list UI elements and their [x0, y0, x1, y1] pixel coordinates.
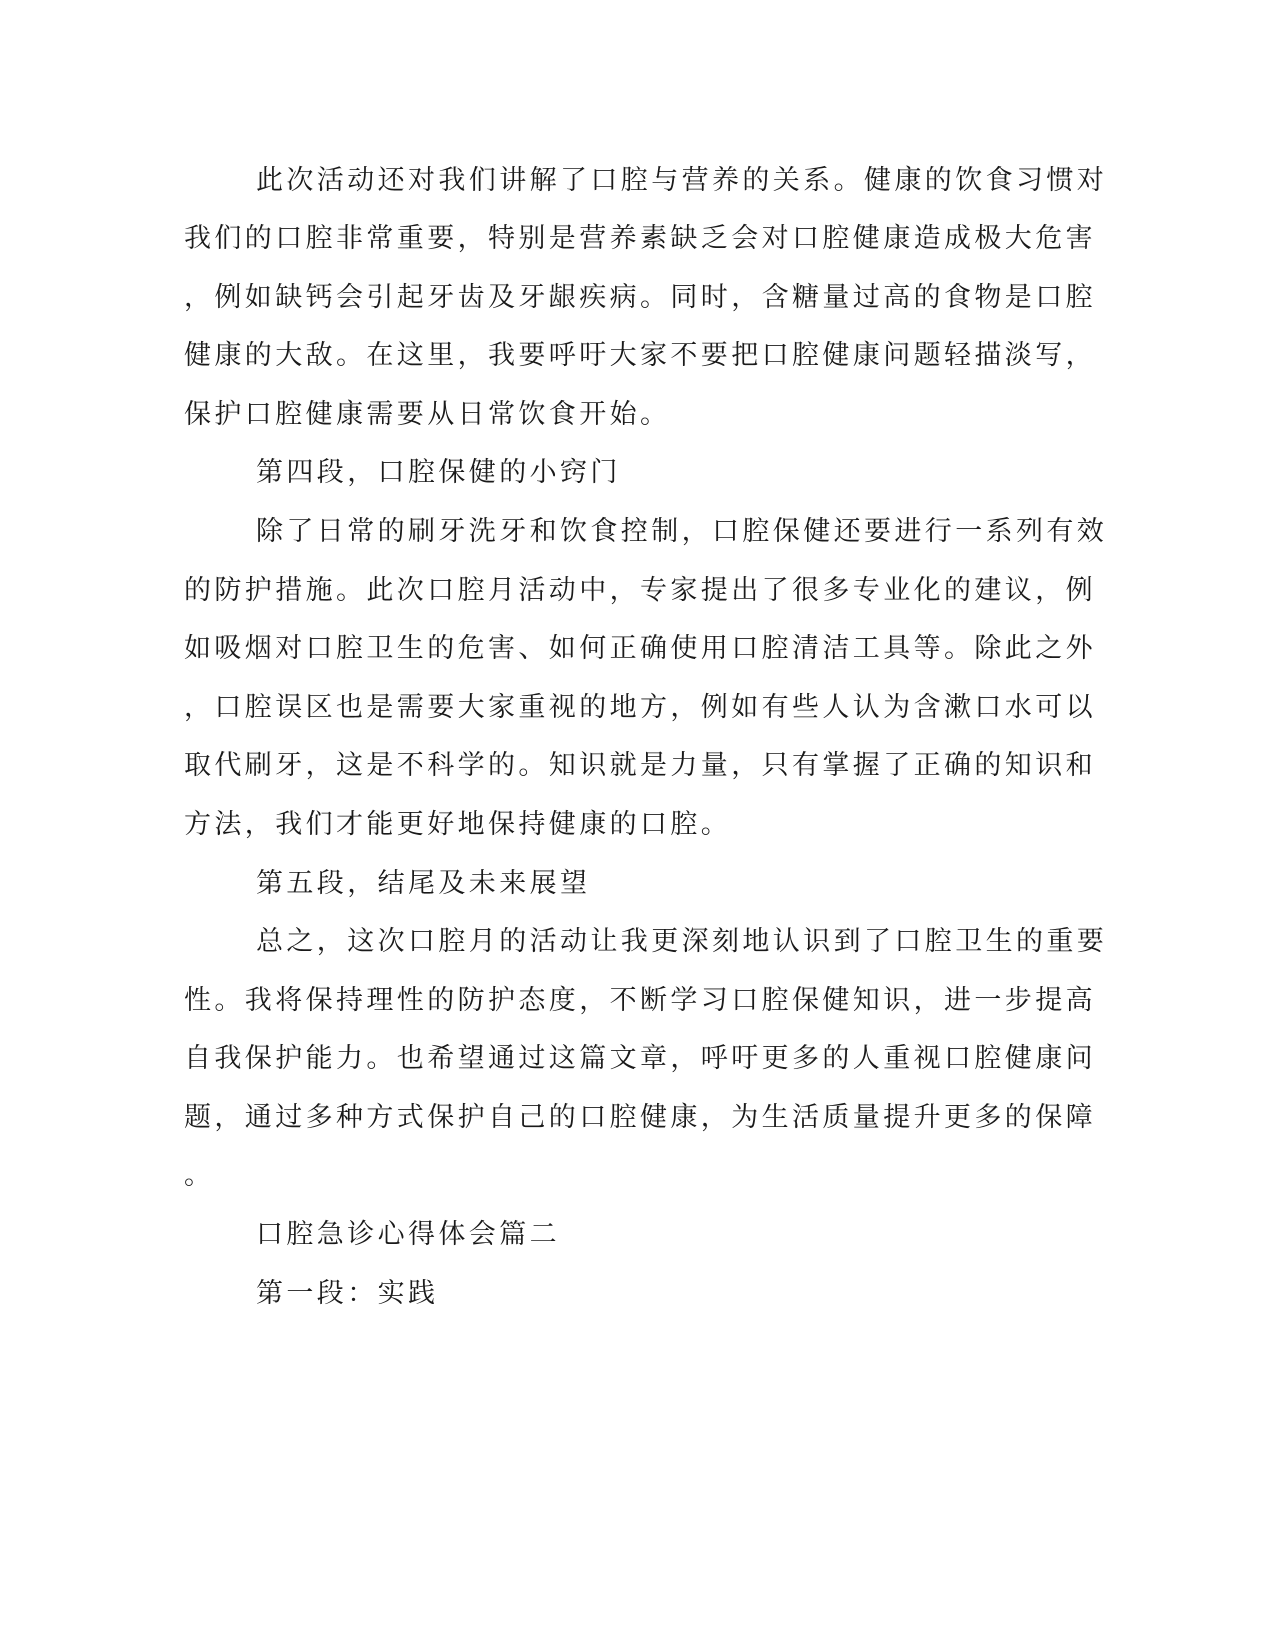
paragraph-line: 的防护措施。此次口腔月活动中，专家提出了很多专业化的建议，例: [184, 575, 1096, 606]
paragraph-line: ，例如缺钙会引起牙齿及牙龈疾病。同时，含糖量过高的食物是口腔: [184, 282, 1096, 313]
paragraph-line: 题，通过多种方式保护自己的口腔健康，为生活质量提升更多的保障: [184, 1102, 1096, 1133]
section-heading: 口腔急诊心得体会篇二: [256, 1219, 560, 1250]
paragraph-line: 取代刷牙，这是不科学的。知识就是力量，只有掌握了正确的知识和: [184, 750, 1096, 781]
paragraph-line: 。: [184, 1160, 215, 1191]
paragraph-line: 方法，我们才能更好地保持健康的口腔。: [184, 809, 732, 840]
paragraph-line: 除了日常的刷牙洗牙和饮食控制，口腔保健还要进行一系列有效: [256, 516, 1108, 547]
paragraph-line: 自我保护能力。也希望通过这篇文章，呼吁更多的人重视口腔健康问: [184, 1043, 1096, 1074]
paragraph-line: 保护口腔健康需要从日常饮食开始。: [184, 399, 671, 430]
section-heading: 第五段，结尾及未来展望: [256, 868, 591, 899]
paragraph-line: 我们的口腔非常重要，特别是营养素缺乏会对口腔健康造成极大危害: [184, 223, 1096, 254]
paragraph-line: 此次活动还对我们讲解了口腔与营养的关系。健康的饮食习惯对: [256, 165, 1108, 196]
section-heading: 第一段：实践: [256, 1278, 439, 1309]
paragraph-line: 健康的大敌。在这里，我要呼吁大家不要把口腔健康问题轻描淡写，: [184, 340, 1096, 371]
paragraph-line: 如吸烟对口腔卫生的危害、如何正确使用口腔清洁工具等。除此之外: [184, 633, 1096, 664]
section-heading: 第四段，口腔保健的小窍门: [256, 457, 621, 488]
paragraph-line: 性。我将保持理性的防护态度，不断学习口腔保健知识，进一步提高: [184, 985, 1096, 1016]
paragraph-line: ，口腔误区也是需要大家重视的地方，例如有些人认为含漱口水可以: [184, 692, 1096, 723]
paragraph-line: 总之，这次口腔月的活动让我更深刻地认识到了口腔卫生的重要: [256, 926, 1108, 957]
